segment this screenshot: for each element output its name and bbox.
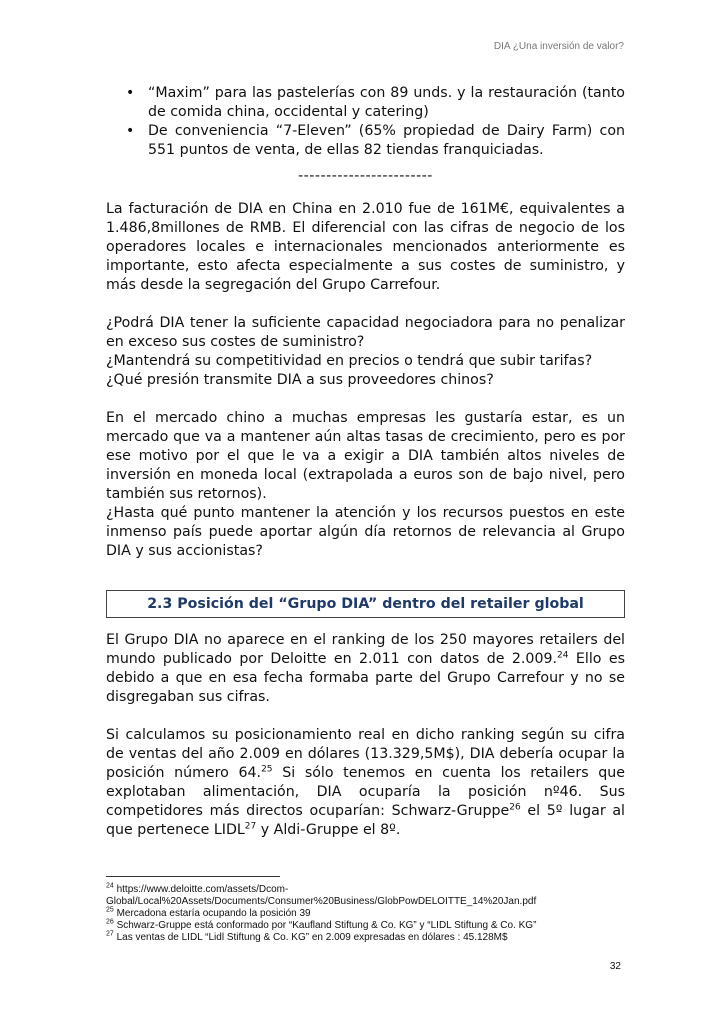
footnotes <box>106 884 628 944</box>
footnote-number: 25 <box>106 906 114 914</box>
footnote-text: Schwarz-Gruppe está conformado por “Kaufland Stiftung & Co. KG” y “LIDL Stiftung & Co. KG” <box>113 920 537 931</box>
page-body <box>106 84 625 859</box>
footnote-continuation[interactable]: Global/Local%20Assets/Documents/Consumer%20Business/GlobPowDELOITTE_14%20Jan.pdf <box>106 896 537 907</box>
footnote-separator <box>106 876 280 877</box>
paragraph: La facturación de DIA en China en 2.010 fue de 161M€, equivalentes a 1.486,8millones de RMB. El diferencial con las cifras de negocio de los operadores locales e internacionales mencionados anteriormente es importante, esto afecta especialmente a sus costes de suministro, y más desde la segregación del Grupo Carrefour. <box>106 201 625 293</box>
footnote-number: 27 <box>106 930 114 938</box>
footnote-ref[interactable]: 26 <box>509 802 521 813</box>
paragraph: ¿Hasta qué punto mantener la atención y los recursos puestos en este inmenso país puede aportar algún día retornos de relevancia al Grupo DIA y sus accionistas? <box>106 505 625 559</box>
divider-line: ------------------------ <box>298 168 433 184</box>
bullet-text: “Maxim” para las pastelerías con 89 unds. y la restauración (tanto de comida china, occidental y catering) <box>148 85 625 120</box>
bullet-icon: • <box>126 123 135 139</box>
paragraph <box>106 631 625 707</box>
paragraph-text: Ello es debido a que en esa fecha formaba parte del Grupo Carrefour y no se disgregaban sus cifras. <box>106 651 625 705</box>
footnote-number: 26 <box>106 918 114 926</box>
bullet-icon: • <box>126 85 135 101</box>
footnote <box>106 908 628 920</box>
bullet-list <box>106 84 625 160</box>
footnote-link[interactable]: https://www.deloitte.com/assets/Dcom- <box>113 884 289 895</box>
list-item <box>126 122 625 160</box>
page-number: 32 <box>609 961 621 972</box>
footnote <box>106 920 628 932</box>
question: ¿Mantendrá su competitividad en precios o tendrá que subir tarifas? <box>106 353 593 369</box>
footnote-ref[interactable]: 24 <box>557 650 569 661</box>
paragraph: En el mercado chino a muchas empresas les gustaría estar, es un mercado que va a mantener aún altas tasas de crecimiento, pero es por ese motivo por el que le va a exigir a DIA también altos niveles de inversión en moneda local (extrapolada a euros son de bajo nivel, pero también sus retornos). <box>106 410 625 502</box>
paragraph-text: el 5º lugar al que pertenece LIDL <box>106 803 625 838</box>
section-heading-box <box>106 590 625 618</box>
footnote-text: Mercadona estaría ocupando la posición 39 <box>113 908 311 919</box>
footnote-ref[interactable]: 27 <box>244 821 257 832</box>
bullet-text: De conveniencia “7-Eleven” (65% propiedad de Dairy Farm) con 551 puntos de venta, de ellas 82 tiendas franquiciadas. <box>148 123 625 158</box>
list-item <box>126 84 625 122</box>
footnote <box>106 932 628 944</box>
question: ¿Qué presión transmite DIA a sus proveedores chinos? <box>106 372 494 388</box>
footnote-ref[interactable]: 25 <box>261 764 273 775</box>
footnote-text: Las ventas de LIDL “Lidl Stiftung & Co. KG” en 2.009 expresadas en dólares : 45.128M$ <box>113 932 508 943</box>
paragraph-text: y Aldi-Gruppe el 8º. <box>256 822 401 838</box>
paragraph-text: El Grupo DIA no aparece en el ranking de los 250 mayores retailers del mundo publicado por Deloitte en 2.011 con datos de 2.009. <box>106 632 625 667</box>
paragraph <box>106 726 625 840</box>
section-title: 2.3 Posición del “Grupo DIA” dentro del retailer global <box>147 596 584 612</box>
paragraph-text: Si sólo tenemos en cuenta los retailers que explotaban alimentación, DIA ocuparía la posición nº46. Sus competidores más directos ocuparían: Schwarz-Gruppe <box>106 765 626 819</box>
footnote-number: 24 <box>106 882 114 890</box>
paragraph-text: Si calculamos su posicionamiento real en dicho ranking según su cifra de ventas del año 2.009 en dólares (13.329,5M$), DIA debería ocupar la posición número 64. <box>106 727 625 781</box>
question: ¿Podrá DIA tener la suficiente capacidad negociadora para no penalizar en exceso sus costes de suministro? <box>106 315 625 350</box>
running-header: DIA ¿Una inversión de valor? <box>493 41 624 52</box>
footnote <box>106 884 628 896</box>
